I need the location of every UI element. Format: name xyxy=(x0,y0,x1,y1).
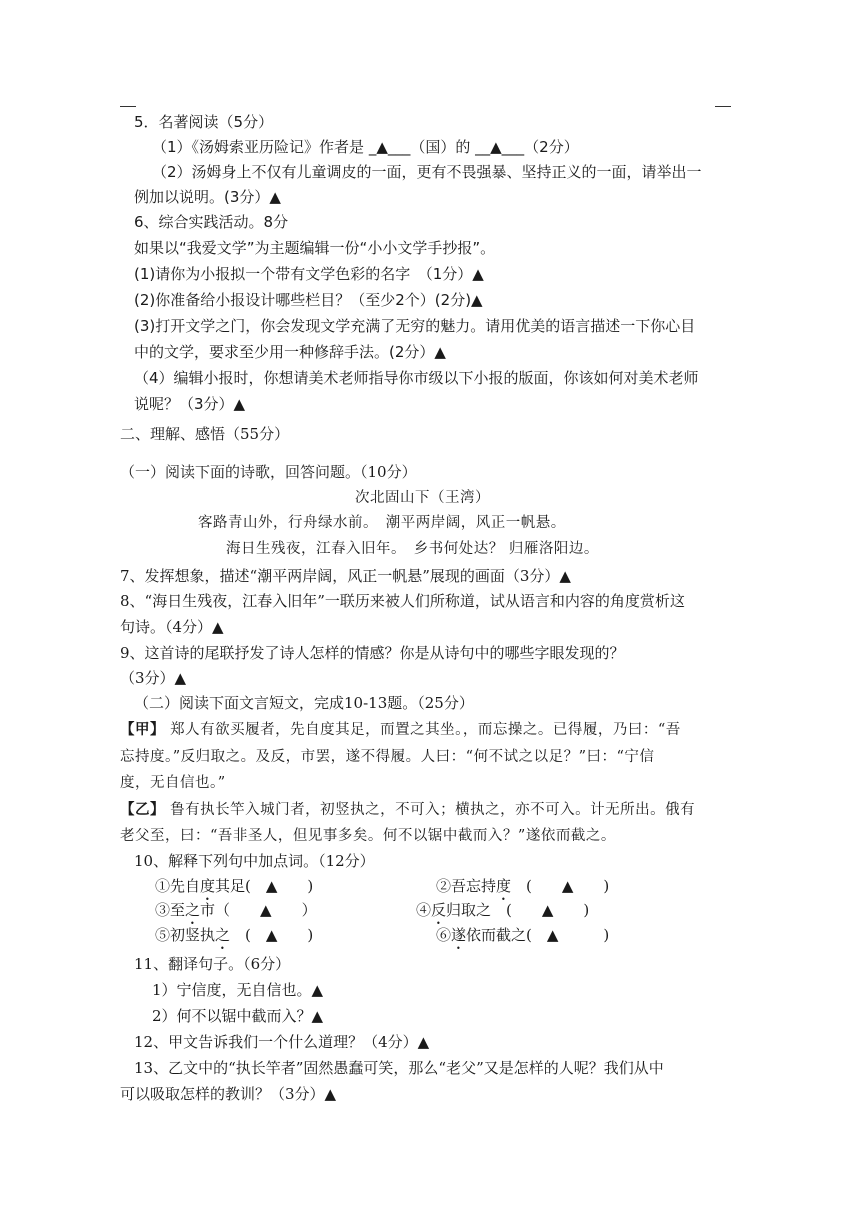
text-jia-line1 xyxy=(120,720,681,740)
q6-sub3-line2: 中的文学，要求至少用一种修辞手法。(2分）▲ xyxy=(134,343,446,361)
q7: 7、发挥想象，描述“潮平两岸阔，风正一帆悬”展现的画面（3分）▲ xyxy=(120,567,571,585)
text-jia-line3: 度，无自信也。” xyxy=(120,775,226,791)
q10-item-1-pre: ①先自 xyxy=(155,877,201,895)
q8-line2: 句诗。（4分）▲ xyxy=(120,618,224,636)
q10-item-6 xyxy=(436,925,609,953)
section2-heading: 二、理解、感悟（55分） xyxy=(120,425,290,443)
q6-sub2: (2)你准备给小报设计哪些栏目？（至少2个）(2分)▲ xyxy=(134,291,483,309)
q13-line1: 13、乙文中的“执长竿者”固然愚蠢可笑，那么“老父”又是怎样的人呢？我们从中 xyxy=(134,1059,664,1077)
text-jia-label: 【甲】 xyxy=(120,721,165,738)
q6-sub3-line1: (3)打开文学之门，你会发现文学充满了无穷的魅力。请用优美的语言描述一下你心目 xyxy=(134,317,696,335)
text-yi-label: 【乙】 xyxy=(120,801,165,818)
q11: 11、翻译句子。（6分） xyxy=(134,955,291,973)
q11-sub1: 1）宁信度，无自信也。▲ xyxy=(152,981,324,999)
q12: 12、甲文告诉我们一个什么道理？（4分）▲ xyxy=(134,1033,430,1051)
poem-title: 次北固山下（王湾） xyxy=(355,490,490,506)
q10-item-4 xyxy=(416,900,589,928)
q10-item-6-dotted: 遂 xyxy=(451,926,467,944)
q10-item-3-post: 市（ ▲ ） xyxy=(200,901,317,919)
q10-item-5 xyxy=(155,925,313,953)
q10-item-5-pre: ⑤初竖执 xyxy=(155,926,216,944)
q6-intro: 如果以“我爱文学”为主题编辑一份“小小文学手抄报”。 xyxy=(134,239,496,257)
left-corner-mark xyxy=(120,106,136,107)
q5-sub2-line1: （2）汤姆身上不仅有儿童调皮的一面，更有不畏强暴、坚持正义的一面，请举出一 xyxy=(152,163,702,181)
q10-item-3-pre: ③至 xyxy=(155,901,186,919)
q10-item-5-dotted: 之 xyxy=(215,926,231,944)
q11-sub2: 2）何不以锯中截而入？▲ xyxy=(152,1007,324,1025)
q10-item-1-post: 其足( ▲ ) xyxy=(215,877,314,895)
q5-title: 5．名著阅读（5分） xyxy=(134,113,274,131)
q10-item-2-pre: ②吾忘持 xyxy=(436,877,497,895)
q10-item-5-post: ( ▲ ) xyxy=(230,926,314,944)
q10-item-4-post: 归取之 ( ▲ ) xyxy=(446,901,590,919)
text-yi-line2: 老父至，曰：“吾非圣人，但见事多矣。何不以锯中截而入？”遂依而截之。 xyxy=(120,828,616,844)
q10-item-1-dotted: 度 xyxy=(200,877,216,895)
poem-line-2: 海日生残夜，江春入旧年。 乡书何处达？ 归雁洛阳边。 xyxy=(226,541,599,557)
q10-item-6-post: 依而截之( ▲ ) xyxy=(466,926,610,944)
poem-line-1: 客路青山外，行舟绿水前。 潮平两岸阔，风正一帆悬。 xyxy=(198,515,566,531)
part2-heading: （二）阅读下面文言短文，完成10-13题。（25分） xyxy=(134,694,474,712)
q5-sub2-line2: 例加以说明。(3分）▲ xyxy=(134,188,281,206)
q6-sub4-line1: （4）编辑小报时，你想请美术老师指导你市级以下小报的版面，你该如何对美术老师 xyxy=(134,369,699,387)
q13-line2: 可以吸取怎样的教训？（3分）▲ xyxy=(120,1085,337,1103)
q10-item-3 xyxy=(155,900,317,928)
text-jia-line2: 忘持度。”反归取之。及反，市罢，遂不得履。人曰：“何不试之以足？”曰：“宁信 xyxy=(120,749,655,765)
q10-item-3-dotted: 之 xyxy=(185,901,201,919)
q8-line1: 8、“海日生残夜，江春入旧年”一联历来被人们所称道，试从语言和内容的角度赏析这 xyxy=(120,592,685,610)
text-jia-line1-body: 郑人有欲买履者，先自度其足，而置之其坐。，而忘操之。已得履，乃曰：“吾 xyxy=(170,722,681,738)
text-yi-line1 xyxy=(120,800,695,820)
q5-sub1: （1）《汤姆索亚历险记》作者是 _▲___（国）的 __▲___（2分） xyxy=(152,138,579,156)
q10-item-2-dotted: 度 xyxy=(496,877,512,895)
q10-item-2-post: ( ▲ ) xyxy=(511,877,610,895)
q6-sub1: (1)请你为小报拟一个带有文学色彩的名字 （1分）▲ xyxy=(134,265,484,283)
text-yi-line1-body: 鲁有执长竿入城门者，初竖执之，不可入；横执之，亦不可入。计无所出。俄有 xyxy=(170,802,696,818)
q6-sub4-line2: 说呢？（3分）▲ xyxy=(134,395,246,413)
q9-line2: （3分）▲ xyxy=(120,669,187,687)
part1-heading: （一）阅读下面的诗歌，回答问题。（10分） xyxy=(120,463,417,481)
q9-line1: 9、这首诗的尾联抒发了诗人怎样的情感？你是从诗句中的哪些字眼发现的？ xyxy=(120,644,625,662)
q10-item-6-pre: ⑥ xyxy=(436,926,452,944)
q10: 10、解释下列句中加点词。（12分） xyxy=(134,852,375,870)
q10-item-4-pre: ④ xyxy=(416,901,432,919)
q10-item-4-dotted: 反 xyxy=(431,901,447,919)
right-corner-mark xyxy=(715,106,731,107)
q6-title: 6、综合实践活动。8分 xyxy=(134,213,289,231)
